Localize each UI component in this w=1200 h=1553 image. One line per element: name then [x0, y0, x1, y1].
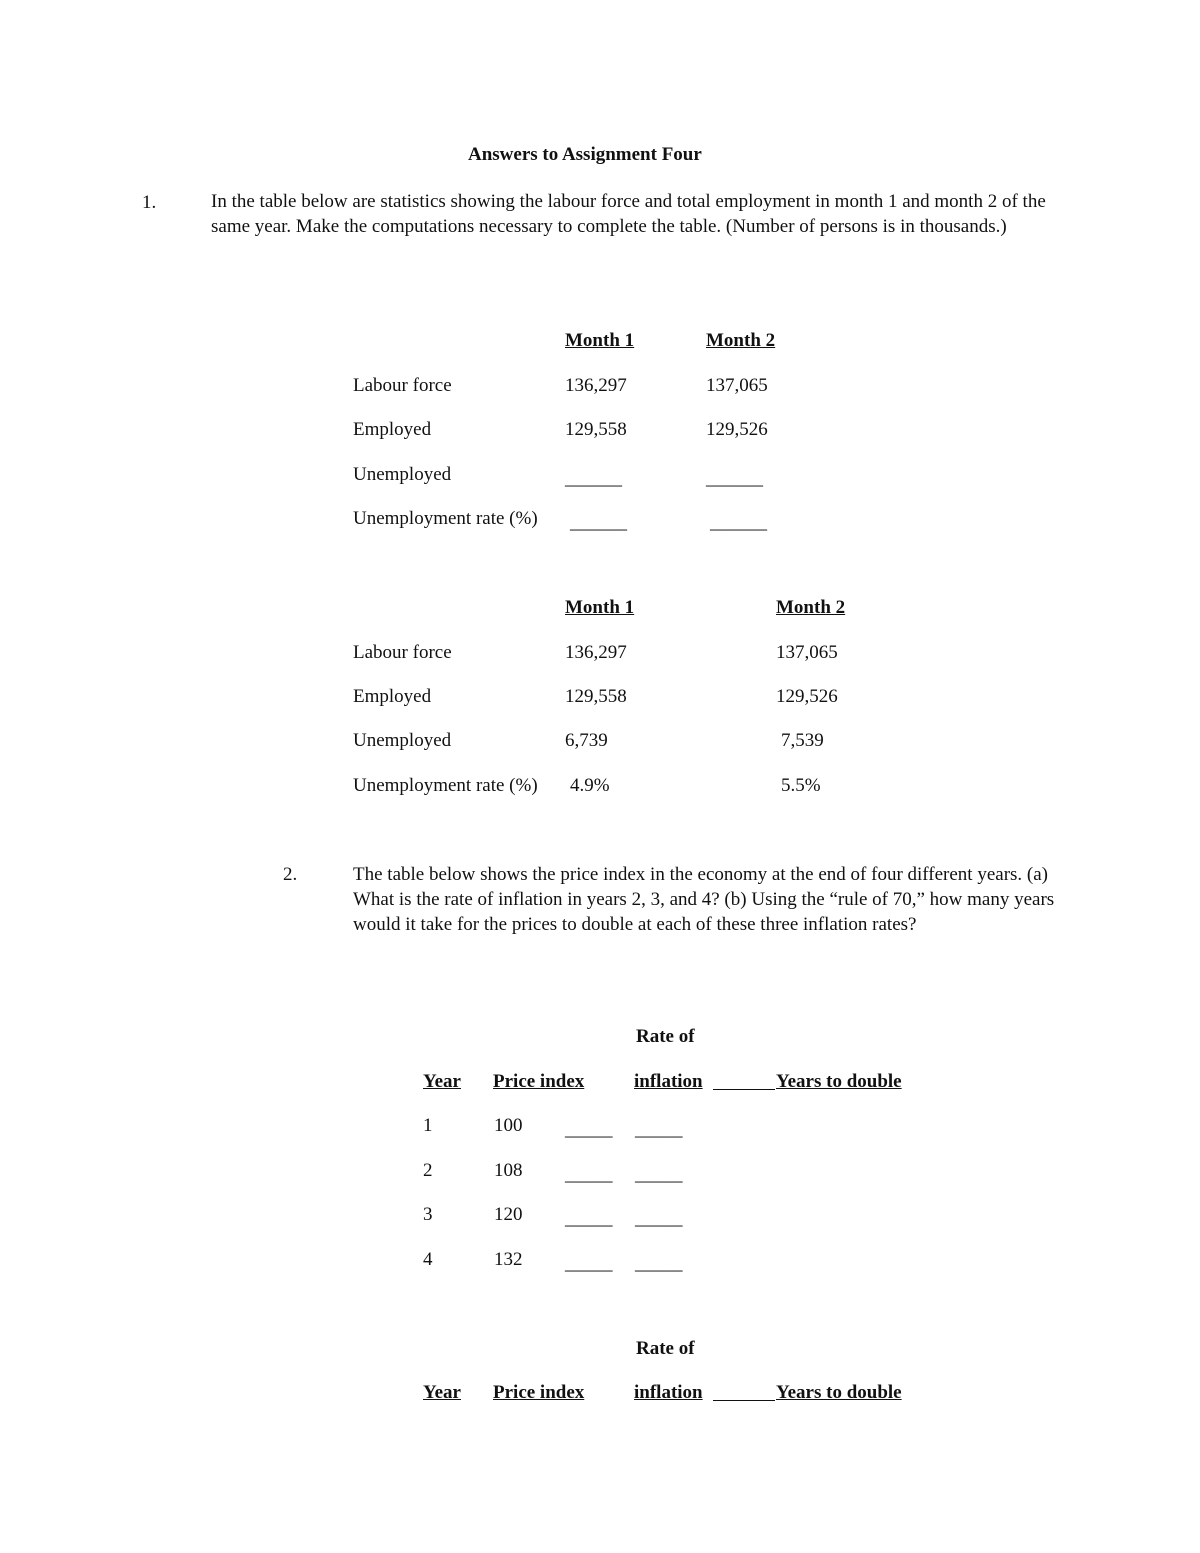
column-header-price-index: Price index — [493, 1071, 585, 1092]
question-2-number: 2. — [283, 864, 298, 885]
column-header-month-2: Month 2 — [706, 330, 776, 351]
blank-unemployment-rate-month-2: ______ — [710, 512, 767, 533]
blank-unemployed-month-2: ______ — [706, 468, 763, 489]
answer-column-header-inflation: inflation — [634, 1382, 703, 1403]
question-1-text: In the table below are statistics showing the labour force and total employment in month 1 and month 2 of the same year. Make the computations necessary to complete the table. (Number of persons is in thousands.) — [211, 191, 1046, 237]
column-header-month-1: Month 1 — [565, 330, 635, 351]
header-rate-of: Rate of — [636, 1026, 695, 1047]
answer-row-label-labour-force: Labour force — [353, 642, 452, 663]
answer-column-header-month-1: Month 1 — [565, 597, 635, 618]
header-rule-line — [713, 1089, 775, 1090]
year-cell: 4 — [423, 1249, 433, 1270]
answer-unemployed-month-2: 7,539 — [781, 730, 824, 751]
answer-employed-month-2: 129,526 — [776, 686, 838, 707]
year-cell: 1 — [423, 1115, 433, 1136]
answer-unemployed-month-1: 6,739 — [565, 730, 608, 751]
blank-years-to-double: _____ — [635, 1253, 683, 1274]
blank-inflation: _____ — [565, 1208, 613, 1229]
blank-unemployment-rate-month-1: ______ — [570, 512, 627, 533]
blank-years-to-double: _____ — [635, 1164, 683, 1185]
cell-labour-force-month-1: 136,297 — [565, 375, 627, 396]
price-index-cell: 132 — [494, 1249, 523, 1270]
answer-column-header-year: Year — [423, 1382, 461, 1403]
year-cell: 3 — [423, 1204, 433, 1225]
answer-row-label-employed: Employed — [353, 686, 432, 707]
row-label-unemployed: Unemployed — [353, 464, 452, 485]
column-header-year: Year — [423, 1071, 461, 1092]
answer-unemployment-rate-month-2: 5.5% — [781, 775, 821, 796]
answer-column-header-month-2: Month 2 — [776, 597, 846, 618]
price-index-cell: 120 — [494, 1204, 523, 1225]
price-index-cell: 108 — [494, 1160, 523, 1181]
year-cell: 2 — [423, 1160, 433, 1181]
blank-inflation: _____ — [565, 1253, 613, 1274]
blank-unemployed-month-1: ______ — [565, 468, 622, 489]
row-label-labour-force: Labour force — [353, 375, 452, 396]
answer-labour-force-month-2: 137,065 — [776, 642, 838, 663]
blank-inflation: _____ — [565, 1164, 613, 1185]
cell-labour-force-month-2: 137,065 — [706, 375, 768, 396]
column-header-years-to-double: Years to double — [776, 1071, 902, 1092]
question-1-number: 1. — [142, 192, 157, 213]
question-2-text: The table below shows the price index in the economy at the end of four different years. (a) What is the rate of inflation in years 2, 3, and 4? (b) Using the “rule of 70,” how many years would it take for the prices to double at each of these three inflation rates? — [353, 864, 1055, 935]
answer-column-header-years-to-double: Years to double — [776, 1382, 902, 1403]
blank-years-to-double: _____ — [635, 1208, 683, 1229]
answer-labour-force-month-1: 136,297 — [565, 642, 627, 663]
answer-row-label-unemployment-rate: Unemployment rate (%) — [353, 775, 538, 796]
column-header-inflation: inflation — [634, 1071, 703, 1092]
row-label-unemployment-rate: Unemployment rate (%) — [353, 508, 538, 529]
answer-employed-month-1: 129,558 — [565, 686, 627, 707]
price-index-cell: 100 — [494, 1115, 523, 1136]
cell-employed-month-2: 129,526 — [706, 419, 768, 440]
answer-unemployment-rate-month-1: 4.9% — [570, 775, 610, 796]
blank-inflation: _____ — [565, 1119, 613, 1140]
blank-years-to-double: _____ — [635, 1119, 683, 1140]
cell-employed-month-1: 129,558 — [565, 419, 627, 440]
answer-column-header-price-index: Price index — [493, 1382, 585, 1403]
row-label-employed: Employed — [353, 419, 432, 440]
answer-header-rule-line — [713, 1400, 775, 1401]
answer-row-label-unemployed: Unemployed — [353, 730, 452, 751]
page-title: Answers to Assignment Four — [468, 144, 702, 165]
answer-header-rate-of: Rate of — [636, 1338, 695, 1359]
